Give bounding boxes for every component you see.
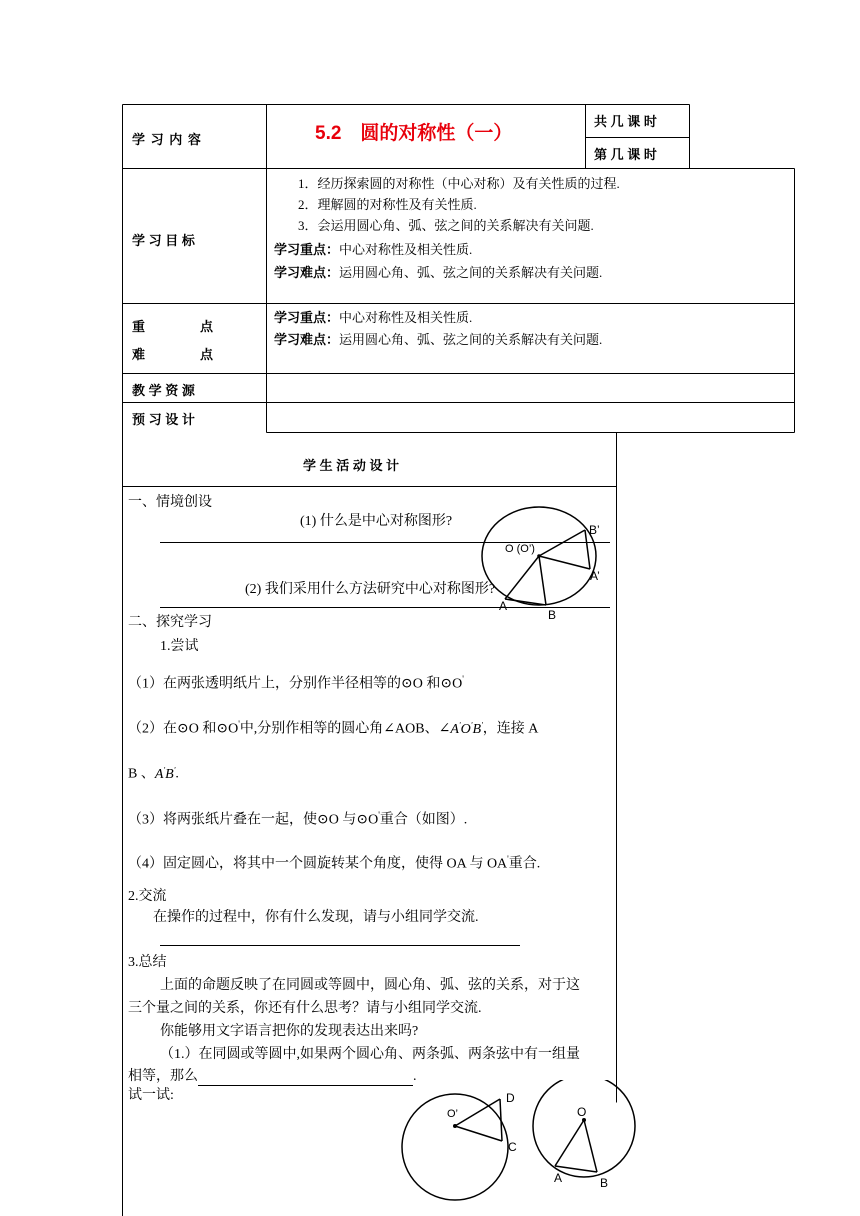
summary-line-2: 三个量之间的关系，你还有什么思考？请与小组同学交流. [128,1001,482,1016]
which-hour-label: 第 几 课 时 [594,147,657,162]
fig1-center-label: O (O’) [505,543,535,555]
fig1-a: A [499,599,508,613]
step-2-cont [128,760,179,784]
difficulty-label: 学习难点： [274,265,340,280]
objectives-label: 学 习 目 标 [132,233,195,248]
fig3-b: B [600,1176,609,1190]
kd-key-label: 学习重点： [274,310,340,325]
summary-blank[interactable] [198,1071,413,1086]
content-label: 学 习 内 容 [132,132,202,147]
kd-label-zhong: 重 [132,319,146,334]
segment-ab-prime: A'B' [154,765,176,782]
activity-header: 学 生 活 动 设 计 [303,458,400,473]
kd-key-text: 中心对称性及相关性质. [339,310,473,325]
preview-label: 预 习 设 计 [132,412,195,427]
summary-line-1: 上面的命题反映了在同圆或等圆中，圆心角、弧、弦的关系，对于这 [160,978,580,993]
step-3-text-b: 重合（如图）. [379,812,468,828]
fig1-b-prime: B’ [589,523,600,537]
fig2-d: D [506,1091,515,1105]
fig1-b: B [548,608,557,622]
fig2-c: C [508,1140,517,1154]
lesson-title: 5.2 圆的对称性（一） [315,123,513,144]
key-point-text: 中心对称性及相关性质. [339,242,473,257]
try-label: 试一试: [128,1088,174,1103]
step-4-text-b: 重合. [508,856,541,872]
step-exchange: 2.交流 [128,889,167,904]
difficulty-line [274,264,602,282]
objective-1: 1．经历探索圆的对称性（中心对称）及有关性质的过程. [298,176,620,191]
step-try: 1.尝试 [160,639,199,654]
step-2-text-c: ，连接 A [482,721,539,737]
kd-difficulty-line [274,331,602,349]
objective-3: 3．会运用圆心角、弧、弦之间的关系解决有关问题. [298,218,594,233]
angle-aob-prime: A'O'B' [450,720,483,737]
summary-5-end: . [413,1069,417,1084]
step-3-line [128,806,467,830]
fig1-a-prime: A’ [590,569,600,583]
summary-5-text: 相等，那么 [128,1069,198,1084]
summary-line-5 [128,1067,417,1086]
exchange-answer-line[interactable] [160,945,520,946]
kd-difficulty-label: 学习难点： [274,332,340,347]
figure-overlapping-circles [470,500,610,625]
step-1-text: （1）在两张透明纸片上，分别作半径相等的⊙O 和⊙O [128,676,463,692]
section-explore: 二、探究学习 [128,615,212,630]
total-hours-label: 共 几 课 时 [594,114,657,129]
kd-key-line [274,309,472,327]
prime-mark: ' [378,810,380,820]
kd-difficulty-text: 运用圆心角、弧、弦之间的关系解决有关问题. [339,332,603,347]
kd-label-nan: 难 [132,347,146,362]
step-2-text-a: （2）在⊙O 和⊙O [128,721,239,737]
step-summary: 3.总结 [128,955,167,970]
key-point-label: 学习重点： [274,242,340,257]
difficulty-text: 运用圆心角、弧、弦之间的关系解决有关问题. [339,265,603,280]
section-situation: 一、情境创设 [128,495,212,510]
step-2-text-e: . [175,766,179,782]
fig3-center: O [577,1105,587,1119]
key-point-line [274,241,472,259]
summary-line-4: （1.）在同圆或等圆中,如果两个圆心角、两条弧、两条弦中有一组量 [160,1047,580,1062]
step-1-line [128,670,464,694]
resources-label: 教 学 资 源 [132,383,195,398]
question-2: (2) 我们采用什么方法研究中心对称图形? [245,582,496,597]
step-4-text-a: （4）固定圆心，将其中一个圆旋转某个角度，使得 OA 与 OA [128,856,508,872]
step-2-text-d: B 、 [128,766,155,782]
objective-2: 2．理解圆的对称性及有关性质. [298,197,477,212]
exchange-text: 在操作的过程中，你有什么发现，请与小组同学交流. [153,910,479,925]
question-1: (1) 什么是中心对称图形? [300,514,453,529]
kd-label-dian-1: 点 [200,319,214,334]
step-3-text-a: （3）将两张纸片叠在一起，使⊙O 与⊙O [128,812,379,828]
kd-label-dian-2: 点 [200,347,214,362]
fig3-a: A [554,1171,563,1185]
prime-mark: ' [462,674,464,684]
fig2-center: O’ [447,1108,458,1120]
figure-circle-cd [398,1085,526,1207]
summary-line-3: 你能够用文字语言把你的发现表达出来吗? [160,1024,419,1039]
step-2-text-b: 中,分别作相等的圆心角∠AOB、∠ [239,721,451,737]
step-4-line [128,850,540,874]
prime-mark: ' [507,854,509,864]
step-2-line [128,715,538,739]
figure-circle-ab [528,1080,648,1190]
prime-mark: ' [238,719,240,729]
